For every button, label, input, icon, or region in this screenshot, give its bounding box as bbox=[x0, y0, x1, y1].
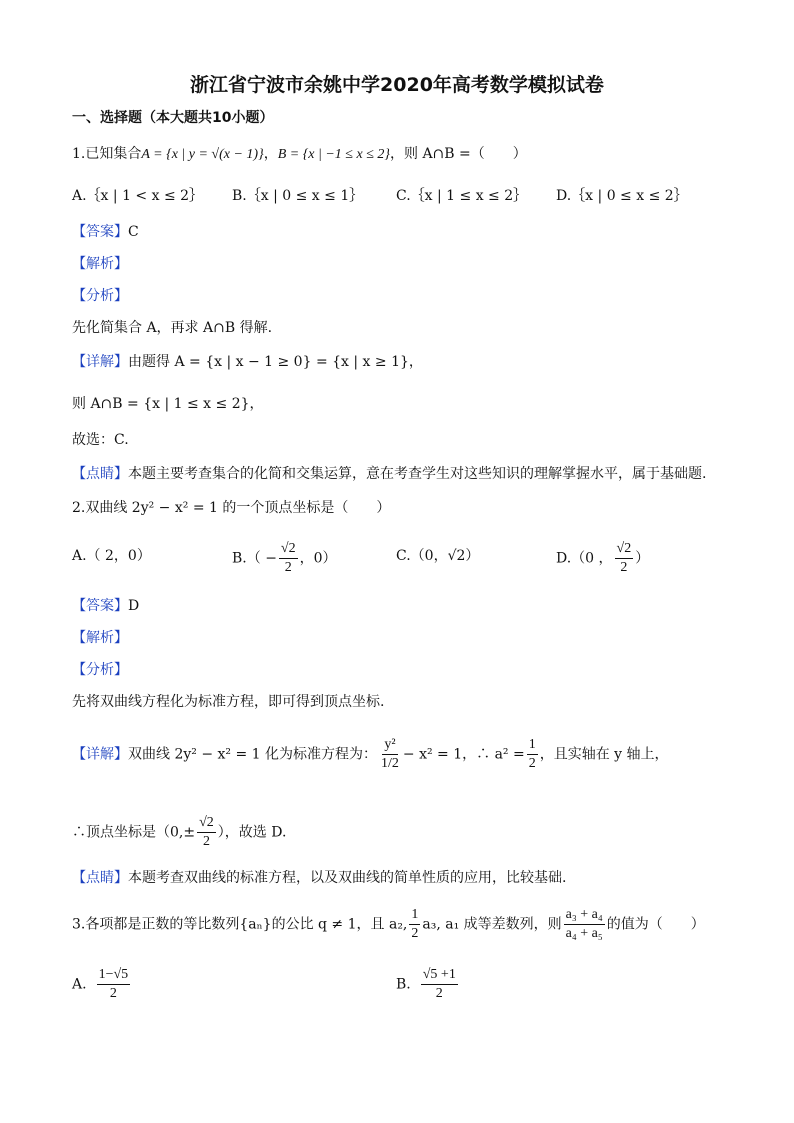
q1-answer bbox=[72, 222, 139, 242]
q3-stem-c: 的值为（ ） bbox=[606, 916, 705, 933]
q2-fenxi-text: 先将双曲线方程化为标准方程，即可得到顶点坐标. bbox=[72, 694, 385, 710]
q2-option-b-fraction bbox=[279, 540, 298, 577]
q2-option-a: A.（ 2，0） bbox=[72, 548, 151, 564]
q1-xiangjie-tag: 【详解】 bbox=[72, 354, 128, 370]
q1-set-b: B = {x | −1 ≤ x ≤ 2} bbox=[277, 147, 390, 162]
q3-option-b-fraction bbox=[421, 966, 458, 1003]
q1-xiangjie-line2: 则 A∩B = {x | 1 ≤ x ≤ 2}， bbox=[72, 396, 264, 412]
q1-xiangjie bbox=[72, 352, 423, 372]
q2-answer bbox=[72, 596, 139, 616]
q1-dianjing-tag: 【点睛】 bbox=[72, 466, 128, 482]
q2-option-d-fraction bbox=[615, 540, 634, 577]
q3-stem-a: 3.各项都是正数的等比数列{aₙ}的公比 q ≠ 1，且 a₂, bbox=[72, 916, 408, 933]
q2-jiexi-tag: 【解析】 bbox=[72, 630, 128, 646]
q2-option-b-post: ，0） bbox=[299, 550, 337, 567]
q1-stem-text: 1.已知集合 bbox=[72, 146, 142, 162]
q3-option-b-num: √5 +1 bbox=[421, 966, 458, 985]
q3-option-a-den: 2 bbox=[109, 986, 117, 1001]
q2-fenxi-tag: 【分析】 bbox=[72, 662, 128, 678]
q3-stem-half-num: 1 bbox=[409, 906, 420, 925]
q2-xiangjie-half-den: 2 bbox=[528, 756, 536, 771]
q1-fenxi-tag: 【分析】 bbox=[72, 288, 128, 304]
q1-xiangjie-line3: 故选：C. bbox=[72, 432, 129, 448]
q1-option-d: D.｛x | 0 ≤ x ≤ 2｝ bbox=[556, 188, 688, 204]
q2-answer-value: D bbox=[128, 598, 140, 614]
q1-fenxi-text: 先化简集合 A，再求 A∩B 得解. bbox=[72, 320, 273, 336]
q3-option-a bbox=[72, 966, 132, 1003]
q2-option-d-num: √2 bbox=[615, 540, 634, 559]
q2-dianjing bbox=[72, 868, 566, 888]
q2-xiangjie-half bbox=[527, 736, 538, 773]
q1-xiangjie-line1: 由题得 A = {x | x − 1 ≥ 0} = {x | x ≥ 1}， bbox=[128, 354, 423, 370]
q1-sep: ， bbox=[263, 146, 278, 162]
question-2-stem: 2.双曲线 2y² − x² = 1 的一个顶点坐标是（ ） bbox=[72, 500, 391, 516]
q2-answer-tag: 【答案】 bbox=[72, 598, 128, 614]
q1-set-a: A = {x | y = √(x − 1)} bbox=[141, 147, 264, 162]
q2-vertex-num: √2 bbox=[197, 814, 216, 833]
q3-option-a-label: A. bbox=[72, 976, 87, 993]
q3-option-b bbox=[396, 966, 460, 1003]
q3-stem-frac-num: a₃ + a₄ bbox=[564, 906, 605, 925]
q2-xiangjie-half-num: 1 bbox=[527, 736, 538, 755]
q3-stem-fraction bbox=[564, 906, 605, 943]
q3-stem-b: a₃, a₁ 成等差数列，则 bbox=[422, 916, 562, 933]
q2-vertex-den: 2 bbox=[202, 834, 210, 849]
q2-xiangjie bbox=[72, 736, 669, 773]
page-title: 浙江省宁波市余姚中学2020年高考数学模拟试卷 bbox=[190, 74, 604, 96]
q2-option-b-num: √2 bbox=[279, 540, 298, 559]
q2-option-b-pre: B.（ − bbox=[232, 550, 277, 567]
q3-option-b-den: 2 bbox=[435, 986, 443, 1001]
q3-option-b-label: B. bbox=[396, 976, 411, 993]
q2-xiangjie-frac-num: y² bbox=[382, 736, 397, 755]
q2-option-d-pre: D.（0 ， bbox=[556, 550, 613, 567]
q1-ask: ，则 A∩B =（ ） bbox=[390, 146, 527, 162]
q2-option-d-post: ） bbox=[635, 550, 650, 567]
question-1-stem bbox=[72, 144, 527, 165]
q1-dianjing-text: 本题主要考查集合的化简和交集运算，意在考查学生对这些知识的理解掌握水平，属于基础题. bbox=[128, 466, 707, 482]
q1-option-c: C.｛x | 1 ≤ x ≤ 2｝ bbox=[396, 188, 528, 204]
q2-option-d-den: 2 bbox=[620, 560, 628, 575]
q2-xiangjie-frac-den: 1/2 bbox=[381, 756, 399, 771]
q1-answer-tag: 【答案】 bbox=[72, 224, 128, 240]
q1-dianjing bbox=[72, 464, 706, 484]
q2-option-c: C.（0，√2） bbox=[396, 548, 480, 564]
q2-xiangjie-c: ，且实轴在 y 轴上， bbox=[539, 746, 669, 763]
q2-option-d bbox=[556, 540, 649, 577]
q1-answer-value: C bbox=[128, 224, 139, 240]
q3-stem-half bbox=[409, 906, 420, 943]
q2-vertex-fraction bbox=[197, 814, 216, 851]
q1-option-a: A.｛x | 1 < x ≤ 2｝ bbox=[72, 188, 204, 204]
q1-jiexi-tag: 【解析】 bbox=[72, 256, 128, 272]
q2-dianjing-tag: 【点睛】 bbox=[72, 870, 128, 886]
section-heading: 一、选择题（本大题共10小题） bbox=[72, 110, 274, 126]
q2-xiangjie-tag: 【详解】 bbox=[72, 746, 128, 763]
q3-stem-half-den: 2 bbox=[411, 926, 419, 941]
q2-xiangjie-b: − x² = 1，∴ a² = bbox=[402, 746, 525, 763]
q3-option-a-fraction bbox=[97, 966, 131, 1003]
q2-xiangjie-a: 双曲线 2y² − x² = 1 化为标准方程为： bbox=[128, 746, 378, 763]
q2-xiangjie-fraction bbox=[379, 736, 401, 773]
question-3-stem bbox=[72, 906, 705, 943]
q2-vertex-pre: ∴顶点坐标是（0,± bbox=[72, 824, 196, 841]
q2-vertex bbox=[72, 814, 286, 851]
q2-option-b-den: 2 bbox=[284, 560, 292, 575]
q3-stem-frac-den: a₄ + a₅ bbox=[565, 926, 603, 941]
q1-option-b: B.｛x | 0 ≤ x ≤ 1｝ bbox=[232, 188, 364, 204]
q2-dianjing-text: 本题考查双曲线的标准方程，以及双曲线的简单性质的应用，比较基础. bbox=[128, 870, 567, 886]
q2-option-b bbox=[232, 540, 337, 577]
q2-vertex-post: ），故选 D. bbox=[217, 824, 287, 841]
q3-option-a-num: 1−√5 bbox=[97, 966, 131, 985]
